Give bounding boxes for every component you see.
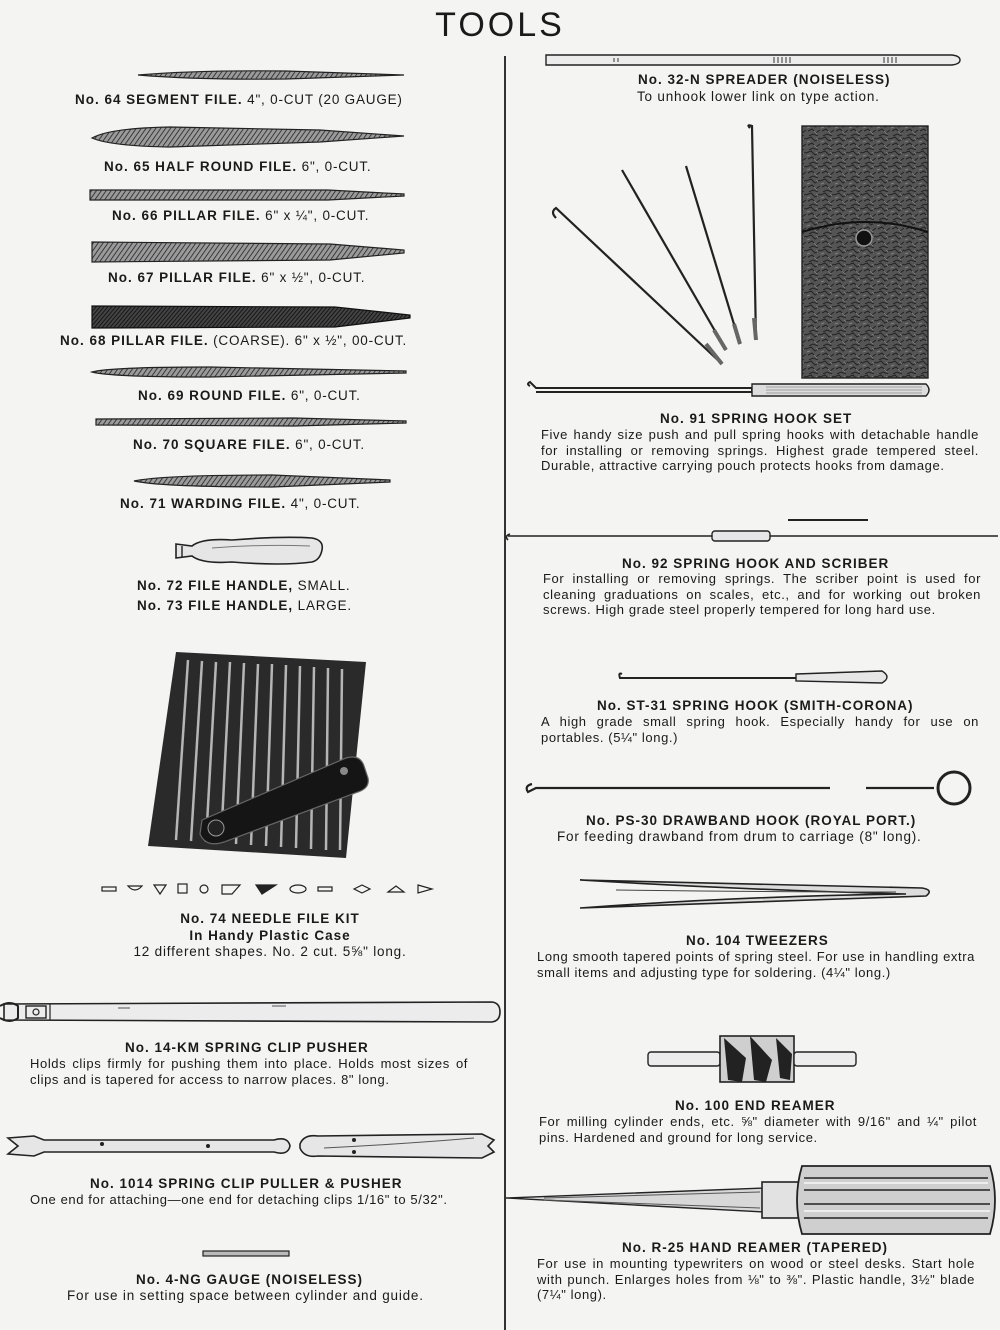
ps30-title: No. PS-30 DRAWBAND HOOK (ROYAL PORT.): [586, 813, 917, 828]
st31-desc: A high grade small spring hook. Especially handy for use on portables. (5¼" long.): [541, 714, 979, 745]
segment-file-image: [136, 68, 406, 82]
pillar-file-coarse-image: [90, 304, 412, 330]
end-reamer-image: [646, 1030, 860, 1088]
clip-pusher-title: No. 14-KM SPRING CLIP PUSHER: [125, 1040, 369, 1055]
needle-kit-desc: 12 different shapes. No. 2 cut. 5⅝" long.: [133, 944, 407, 959]
tweezers-desc: Long smooth tapered points of spring steel. For use in handling extra small items and adjusting type for soldering. (4¼" long.): [537, 949, 975, 980]
hand-reamer-title: No. R-25 HAND REAMER (TAPERED): [622, 1240, 889, 1255]
hook-scriber-title: No. 92 SPRING HOOK AND SCRIBER: [622, 556, 890, 571]
hook-set-title: No. 91 SPRING HOOK SET: [660, 411, 853, 426]
file-caption-70: No. 70 SQUARE FILE. 6", 0-CUT.: [133, 437, 365, 452]
half-round-file-image: [90, 124, 406, 150]
needle-file-shapes-image: [100, 882, 434, 896]
spreader-image: [544, 52, 964, 68]
needle-kit-subtitle: In Handy Plastic Case: [189, 928, 351, 943]
tweezers-title: No. 104 TWEEZERS: [686, 933, 829, 948]
clip-puller-title: No. 1014 SPRING CLIP PULLER & PUSHER: [90, 1176, 403, 1191]
spring-hook-set-image: [526, 122, 936, 412]
ps30-desc: For feeding drawband from drum to carriage (8" long).: [557, 829, 922, 844]
file-caption-71: No. 71 WARDING FILE. 4", 0-CUT.: [120, 496, 361, 511]
spreader-desc: To unhook lower link on type action.: [637, 89, 880, 104]
needle-file-kit-image: [146, 650, 370, 860]
clip-pusher-desc: Holds clips firmly for pushing them into place. Holds most sizes of clips and is tapered for access to narrow places. 8" long.: [30, 1056, 468, 1087]
pillar-file-half-image: [90, 240, 406, 264]
spring-clip-puller-image: [4, 1126, 498, 1166]
file-handle-image: [172, 532, 326, 572]
end-reamer-desc: For milling cylinder ends, etc. ⅝" diameter with 9/16" and ¼" pilot pins. Hardened and ground for long service.: [539, 1114, 977, 1145]
hand-reamer-image: [504, 1160, 1000, 1240]
file-caption-66: No. 66 PILLAR FILE. 6" x ¼", 0-CUT.: [112, 208, 370, 223]
file-caption-69: No. 69 ROUND FILE. 6", 0-CUT.: [138, 388, 361, 403]
needle-kit-title: No. 74 NEEDLE FILE KIT: [180, 911, 360, 926]
page-title: TOOLS: [435, 6, 565, 44]
square-file-image: [94, 416, 408, 428]
warding-file-image: [132, 472, 392, 490]
file-caption-68: No. 68 PILLAR FILE. (COARSE). 6" x ½", 00-CUT.: [60, 333, 408, 348]
hand-reamer-desc: For use in mounting typewriters on wood or steel desks. Start hole with punch. Enlarges holes from ⅛" to ⅜". Plastic handle, 3½" blade (7¼" long).: [537, 1256, 975, 1302]
gauge-desc: For use in setting space between cylinder and guide.: [67, 1288, 424, 1303]
gauge-title: No. 4-NG GAUGE (NOISELESS): [136, 1272, 364, 1287]
column-divider: [504, 56, 506, 1330]
clip-puller-desc: One end for attaching—one end for detaching clips 1/16" to 5/32".: [30, 1192, 448, 1207]
handle-caption-73: No. 73 FILE HANDLE, LARGE.: [137, 598, 352, 613]
round-file-image: [90, 366, 408, 378]
st31-hook-image: [616, 668, 894, 686]
handle-caption-72: No. 72 FILE HANDLE, SMALL.: [137, 578, 351, 593]
hook-and-scriber-image: [504, 514, 1000, 544]
gauge-image: [202, 1250, 290, 1258]
pillar-file-quarter-image: [88, 188, 406, 202]
spreader-title: No. 32-N SPREADER (NOISELESS): [638, 72, 891, 87]
hook-scriber-desc: For installing or removing springs. The scriber point is used for cleaning graduations on scales, etc., and for working out broken screws. High grade steel properly tempered for long hard use.: [543, 571, 981, 617]
file-caption-65: No. 65 HALF ROUND FILE. 6", 0-CUT.: [104, 159, 372, 174]
file-caption-67: No. 67 PILLAR FILE. 6" x ½", 0-CUT.: [108, 270, 366, 285]
drawband-hook-image: [522, 766, 986, 806]
spring-clip-pusher-image: [0, 998, 502, 1026]
file-caption-64: No. 64 SEGMENT FILE. 4", 0-CUT (20 GAUGE): [75, 92, 403, 107]
end-reamer-title: No. 100 END REAMER: [675, 1098, 836, 1113]
st31-title: No. ST-31 SPRING HOOK (SMITH-CORONA): [597, 698, 914, 713]
hook-set-desc: Five handy size push and pull spring hooks with detachable handle for installing or removing springs. Highest grade tempered steel. Durable, attractive carrying pouch protects hooks from damage.: [541, 427, 979, 473]
tweezers-image: [576, 868, 936, 920]
